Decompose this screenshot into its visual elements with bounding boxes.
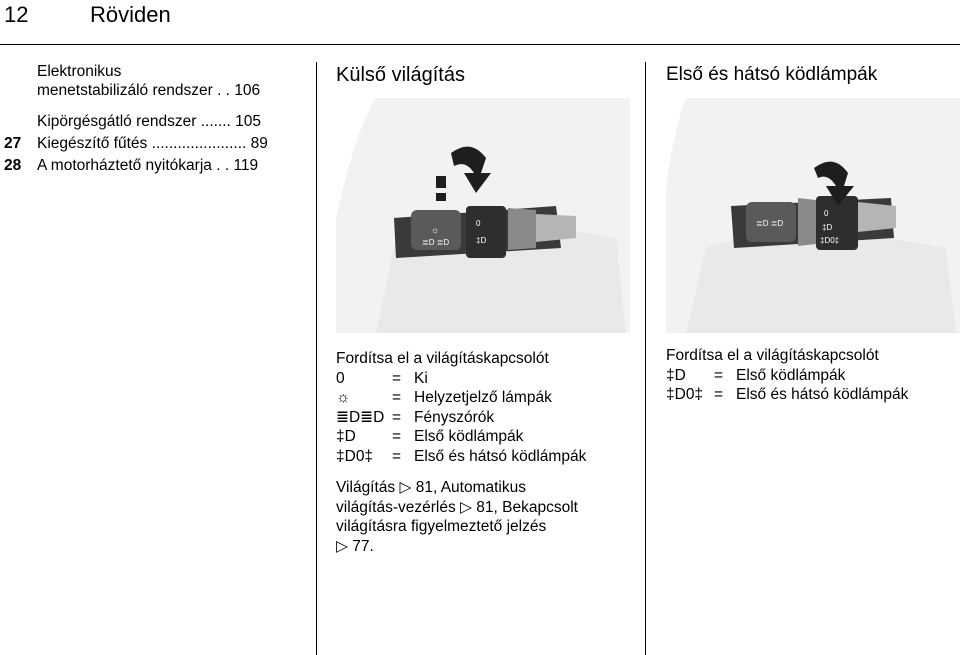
svg-text:≣D ≣D: ≣D ≣D bbox=[422, 238, 450, 247]
switch-position-row bbox=[666, 385, 958, 405]
section-title-fog-lights: Első és hátsó ködlámpák bbox=[666, 64, 878, 85]
equals-sign: = bbox=[392, 389, 402, 406]
toc-entry-number: 28 bbox=[4, 157, 22, 174]
svg-text:0: 0 bbox=[824, 209, 829, 218]
equals-sign: = bbox=[714, 366, 724, 384]
front-fog-light-icon: ‡D bbox=[666, 366, 686, 384]
off-symbol-icon: 0 bbox=[336, 369, 345, 387]
switch-position-label: Első és hátsó ködlámpák bbox=[736, 386, 909, 403]
front-rear-fog-light-icon: ‡D0‡ bbox=[336, 447, 374, 465]
cross-reference-text bbox=[336, 478, 641, 556]
headlights-icon: ≣D≣D bbox=[336, 408, 385, 426]
switch-position-row bbox=[336, 388, 641, 408]
switch-position-row bbox=[336, 447, 641, 467]
toc-entry-text: A motorháztető nyitókarja . . 119 bbox=[37, 157, 259, 174]
equals-sign: = bbox=[392, 369, 402, 387]
equals-sign: = bbox=[392, 447, 402, 465]
cross-reference-line[interactable]: ▷ 77. bbox=[336, 537, 374, 555]
toc-entry-text: Elektronikus bbox=[37, 63, 122, 80]
switch-position-label: Első ködlámpák bbox=[414, 428, 524, 445]
toc-entry[interactable] bbox=[0, 134, 310, 156]
switch-position-label: Első ködlámpák bbox=[736, 366, 846, 384]
svg-text:≣D ≣D: ≣D ≣D bbox=[756, 219, 784, 228]
equals-sign: = bbox=[714, 386, 724, 403]
switch-position-label: Fényszórók bbox=[414, 408, 495, 426]
chapter-title: Röviden bbox=[90, 2, 171, 27]
side-lights-icon: ☼ bbox=[336, 389, 351, 406]
svg-text:‡D: ‡D bbox=[476, 236, 487, 245]
cross-reference-line[interactable]: világításra figyelmeztető jelzés bbox=[336, 518, 547, 535]
equals-sign: = bbox=[392, 428, 402, 445]
instruction-intro: Fordítsa el a világításkapcsolót bbox=[336, 350, 549, 367]
toc-entry[interactable] bbox=[0, 62, 310, 102]
instruction-intro: Fordítsa el a világításkapcsolót bbox=[666, 347, 879, 364]
header-rule bbox=[0, 44, 960, 45]
front-fog-light-icon: ‡D bbox=[336, 428, 356, 445]
switch-position-row bbox=[336, 369, 641, 389]
front-rear-fog-light-icon: ‡D0‡ bbox=[666, 386, 704, 403]
fog-light-switch-illustration bbox=[666, 98, 960, 333]
switch-position-label: Első és hátsó ködlámpák bbox=[414, 447, 587, 465]
svg-text:0: 0 bbox=[476, 219, 481, 228]
light-switch-illustration bbox=[336, 98, 630, 333]
section-title-exterior-lighting: Külső világítás bbox=[336, 64, 465, 86]
column-divider-left bbox=[316, 62, 317, 655]
toc-entry-number: 27 bbox=[4, 135, 22, 152]
switch-position-label: Helyzetjelző lámpák bbox=[414, 389, 552, 406]
svg-text:☼: ☼ bbox=[431, 225, 440, 235]
switch-position-row bbox=[336, 427, 641, 447]
right-instructions bbox=[666, 346, 958, 405]
cross-reference-line[interactable]: világítás-vezérlés ▷ 81, Bekapcsolt bbox=[336, 498, 578, 516]
toc-entry-text: menetstabilizáló rendszer . . 106 bbox=[37, 82, 261, 99]
toc-list bbox=[0, 62, 310, 178]
svg-text:‡D0‡: ‡D0‡ bbox=[820, 236, 840, 245]
toc-entry-text: Kipörgésgátló rendszer ....... 105 bbox=[37, 113, 262, 130]
column-divider-right bbox=[645, 62, 646, 655]
toc-entry-text: Kiegészítő fűtés ...................... 89 bbox=[37, 135, 268, 152]
switch-position-label: Ki bbox=[414, 369, 428, 387]
page-number: 12 bbox=[4, 2, 29, 27]
svg-text:‡D: ‡D bbox=[822, 223, 833, 232]
switch-position-row bbox=[336, 408, 641, 428]
middle-instructions bbox=[336, 349, 641, 556]
toc-entry[interactable] bbox=[0, 156, 310, 178]
switch-position-row bbox=[666, 366, 958, 386]
toc-entry[interactable] bbox=[0, 112, 310, 134]
cross-reference-line[interactable]: Világítás ▷ 81, Automatikus bbox=[336, 479, 526, 496]
equals-sign: = bbox=[392, 408, 402, 426]
